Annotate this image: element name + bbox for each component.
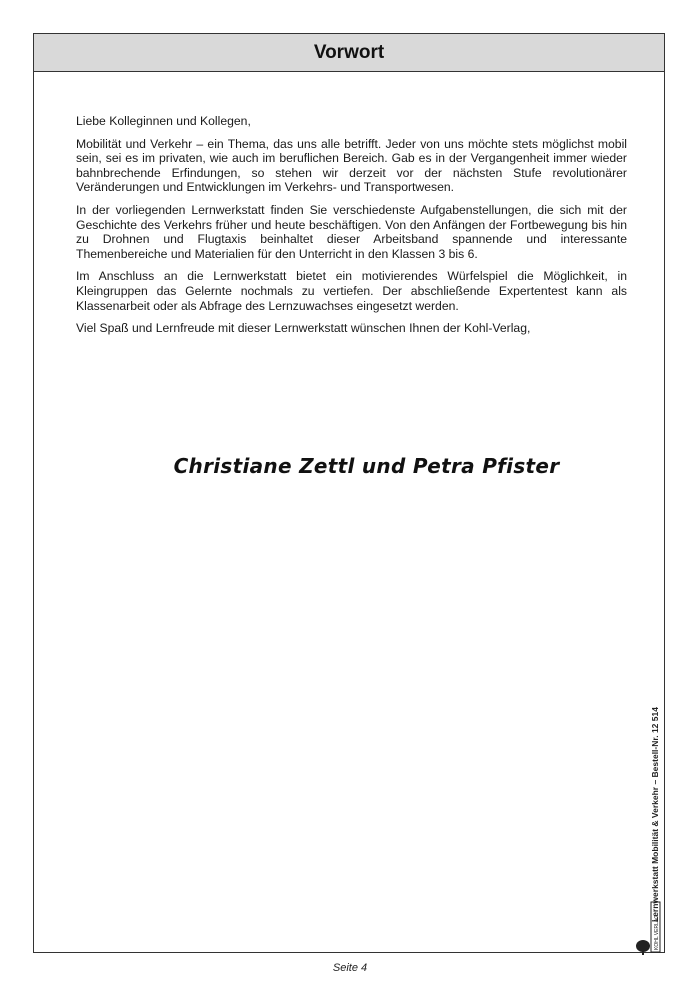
page-title: Vorwort xyxy=(313,41,385,63)
title-bar xyxy=(34,34,664,72)
paragraph-1: Mobilität und Verkehr – ein Thema, das uns alle betrifft. Jeder von uns möchte stets möglichst mobil sein, sei es im privaten, wie auch im beruflichen Bereich. Gab es in der Vergangenheit immer wieder bahnbrechende Erfindungen, so stehen wir derzeit vor der nächsten Stufe revolutionärer Veränderungen und Entwicklungen im Verkehrs- und Transportwesen. xyxy=(76,136,627,195)
page-number: Seite 4 xyxy=(332,962,368,974)
signature: Christiane Zettl und Petra Pfister xyxy=(173,454,560,478)
body-content xyxy=(76,114,627,478)
publisher-logo-icon xyxy=(634,900,662,956)
publisher-logo-text: KOHL VERLAG xyxy=(654,914,660,950)
paragraph-2: In der vorliegenden Lernwerkstatt finden Sie verschiedenste Aufgabenstellungen, die sich mit der Geschichte des Verkehrs früher und heute beschäftigen. Von den Anfängen der Fortbewegung bis hin zu Drohnen und Flugtaxis beinhaltet dieser Arbeitsband spannende und interessante Themenbereiche und Materialien für den Unterricht in den Klassen 3 bis 6. xyxy=(76,202,627,261)
page-frame xyxy=(33,33,665,953)
closing-line: Viel Spaß und Lernfreude mit dieser Lernwerkstatt wünschen Ihnen der Kohl-Verlag, xyxy=(76,321,531,336)
side-label-text: Lernwerkstatt Mobilität & Verkehr – Bestell-Nr. 12 514 xyxy=(650,707,660,922)
greeting: Liebe Kolleginnen und Kollegen, xyxy=(76,114,251,128)
paragraph-3: Im Anschluss an die Lernwerkstatt bietet ein motivierendes Würfelspiel die Möglichkeit, in Kleingruppen das Gelernte nochmals zu vertiefen. Der abschließende Expertentest kann als Klassenarbeit oder als Abfrage des Lernzuwachses eingesetzt werden. xyxy=(76,269,627,313)
side-label xyxy=(634,632,666,962)
